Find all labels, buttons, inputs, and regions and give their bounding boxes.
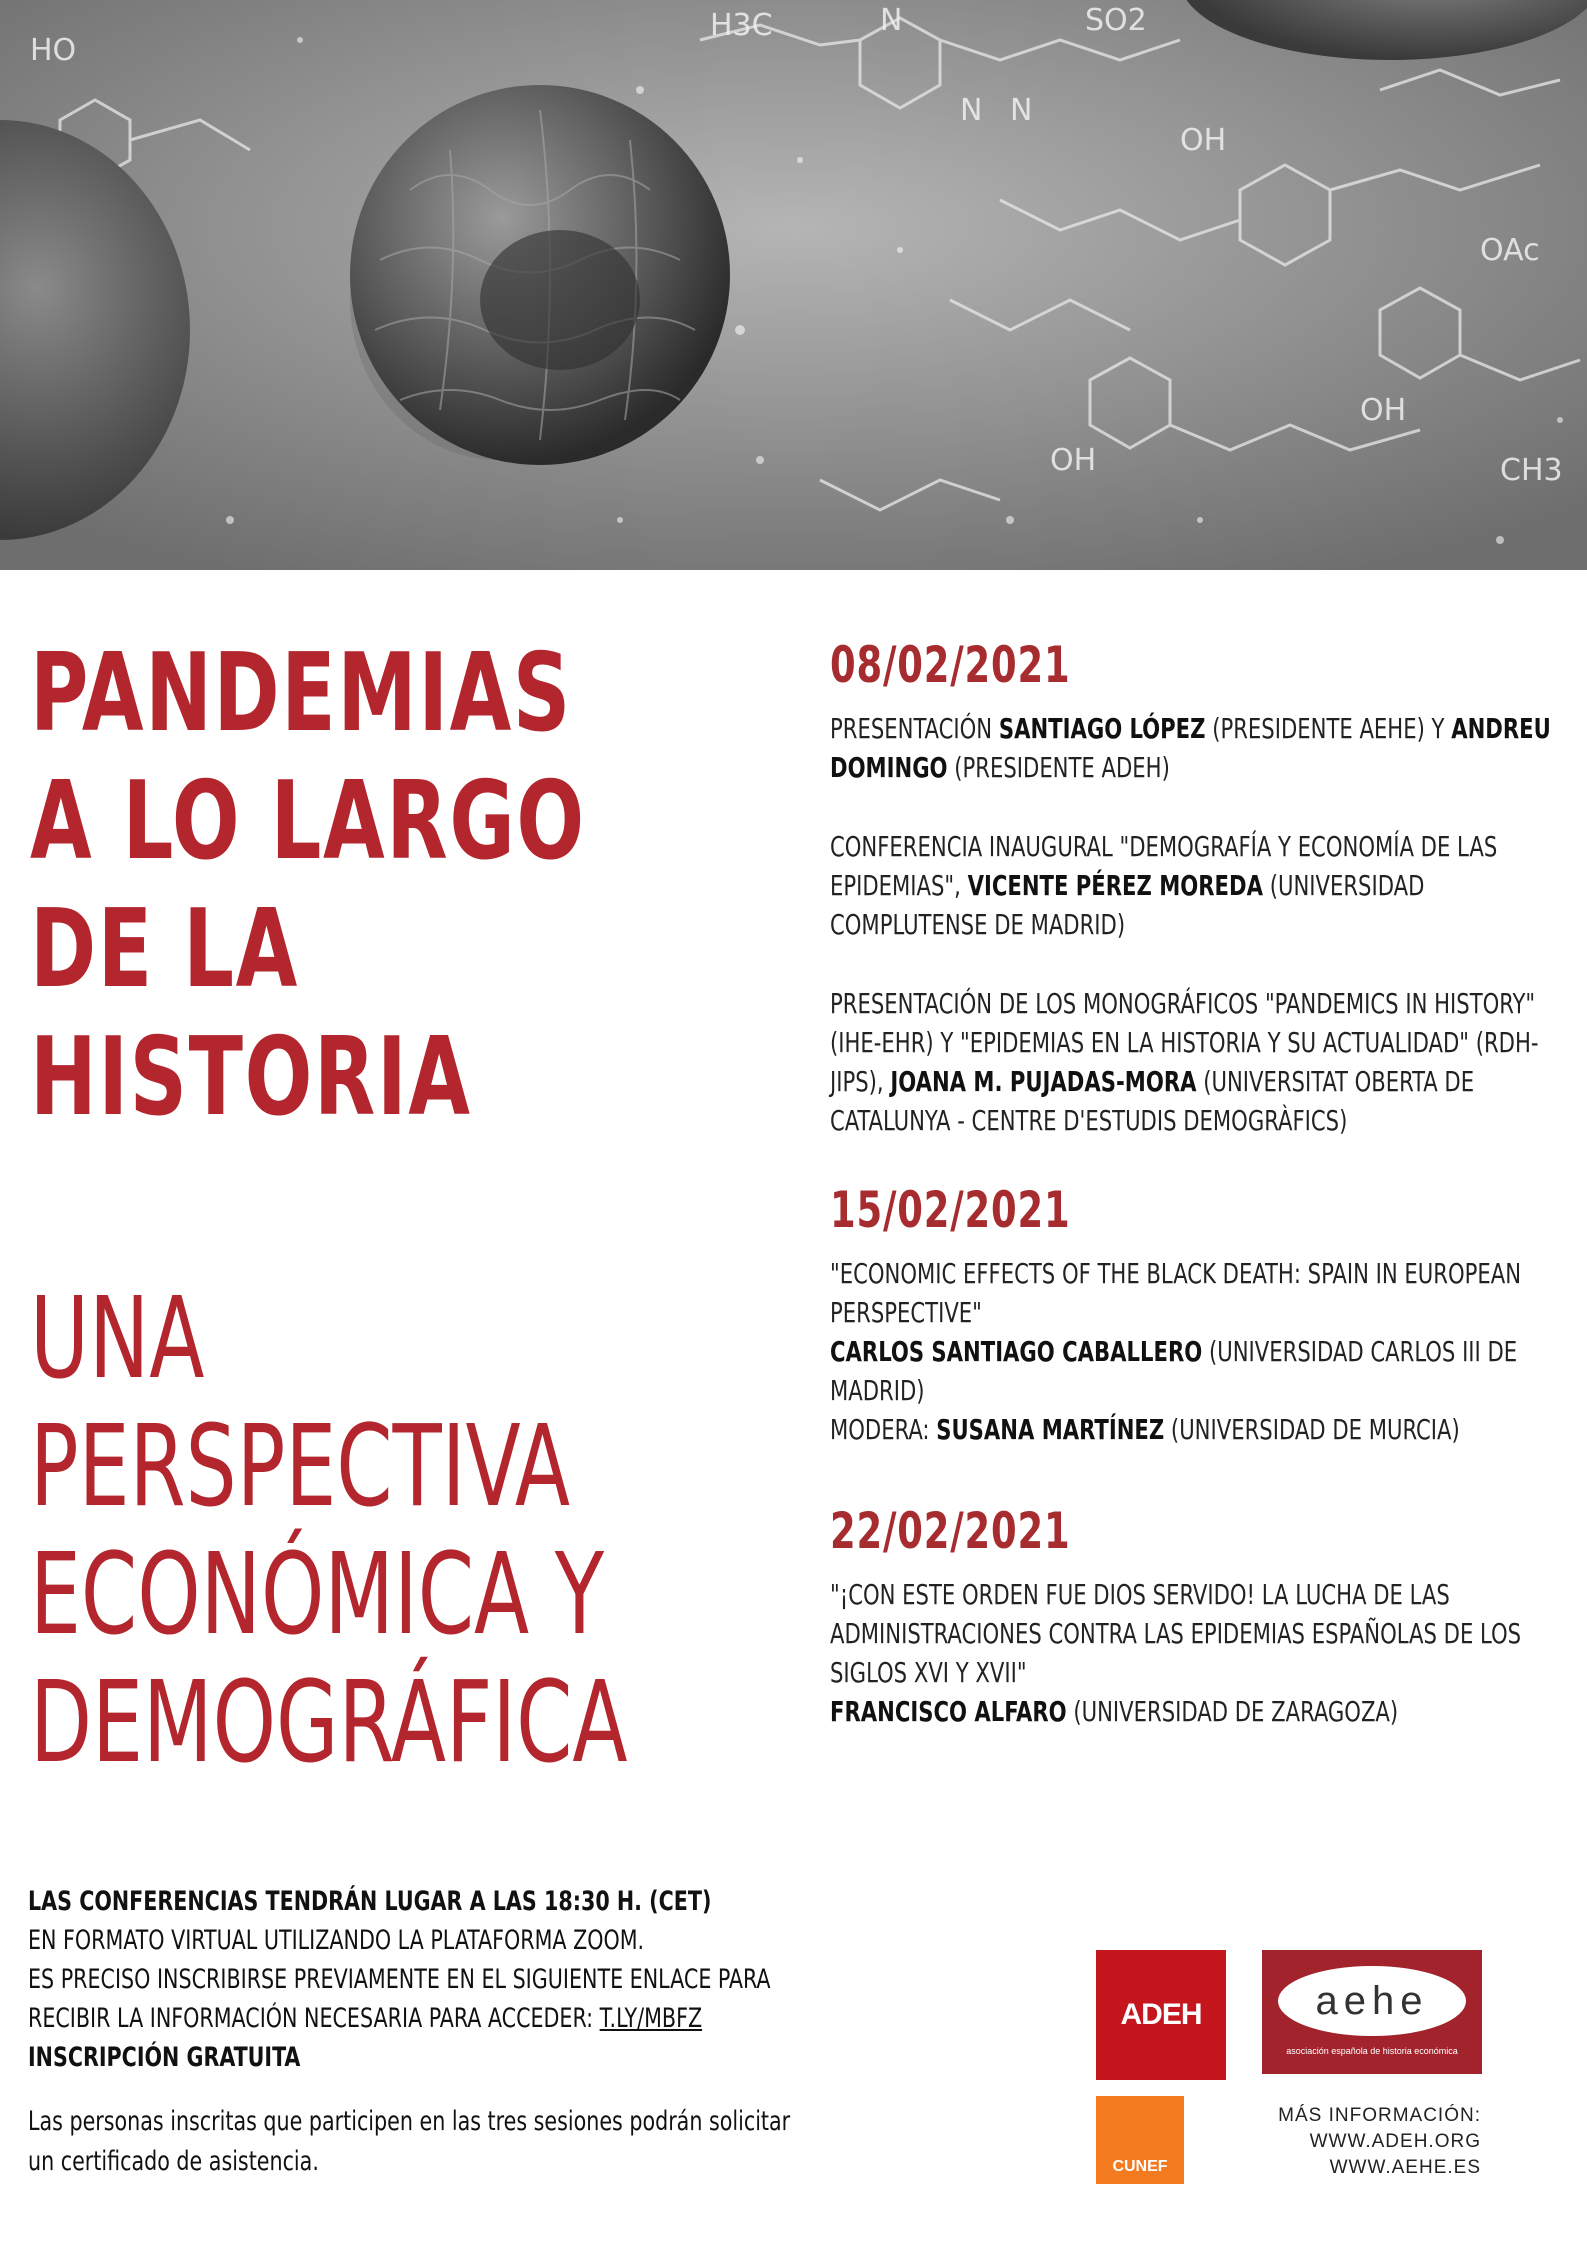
- session: [830, 1501, 1560, 1731]
- more-info: [1221, 2103, 1481, 2181]
- subtitle-line: DEMOGRÁFICA: [30, 1658, 628, 1788]
- speaker-name: SANTIAGO LÓPEZ: [998, 712, 1206, 745]
- speaker-name: CARLOS SANTIAGO CABALLERO: [830, 1335, 1203, 1368]
- speaker-name: FRANCISCO ALFARO: [830, 1695, 1067, 1728]
- title-line: HISTORIA: [30, 1015, 472, 1140]
- title-line: DE LA: [30, 887, 299, 1012]
- subtitle-line: UNA: [30, 1274, 205, 1404]
- session-item: [830, 709, 1561, 787]
- speaker-name: JOANA M. PUJADAS-MORA: [890, 1065, 1197, 1098]
- title-line: PANDEMIAS: [30, 631, 572, 756]
- virus-illustration: [0, 0, 1587, 570]
- certificate-note: Las personas inscritas que participen en las tres sesiones podrán solicitar un certificado de asistencia.: [28, 2106, 791, 2177]
- cunef-logo: CUNEF: [1096, 2096, 1184, 2184]
- subtitle-line: PERSPECTIVA: [30, 1402, 571, 1532]
- session: [830, 635, 1560, 1140]
- session-item: [830, 1254, 1561, 1449]
- session-item: [830, 984, 1561, 1140]
- item-text: (UNIVERSIDAD DE MURCIA): [1164, 1413, 1460, 1446]
- svg-text:OAc: OAc: [1480, 233, 1540, 268]
- svg-text:HO: HO: [30, 33, 77, 68]
- header-image: [0, 0, 1587, 570]
- svg-text:OH: OH: [1050, 443, 1097, 478]
- more-info-url[interactable]: WWW.ADEH.ORG: [1309, 2131, 1481, 2152]
- more-info-label: MÁS INFORMACIÓN:: [1278, 2105, 1481, 2126]
- item-text: (UNIVERSITAT OBERTA DE CATALUNYA - CENTRE D'ESTUDIS DEMOGRÀFICS): [830, 1065, 1475, 1137]
- aehe-logo: aehe asociación española de historia económica: [1262, 1950, 1482, 2074]
- event-subtitle: [30, 1275, 670, 1787]
- registration-link-line: RECIBIR LA INFORMACIÓN NECESARIA PARA ACCEDER: T.LY/MBFZ: [28, 2003, 703, 2034]
- event-info: [28, 1882, 793, 2077]
- svg-text:OH: OH: [1360, 393, 1407, 428]
- svg-text:N: N: [960, 93, 983, 128]
- svg-text:OH: OH: [1180, 123, 1227, 158]
- session-item: [830, 1575, 1561, 1731]
- adeh-logo: ADEH: [1096, 1950, 1226, 2080]
- svg-text:H3C: H3C: [710, 8, 773, 43]
- registration-info: ES PRECISO INSCRIBIRSE PREVIAMENTE EN EL SIGUIENTE ENLACE PARA: [28, 1964, 771, 1995]
- item-text: CONFERENCIA INAUGURAL "DEMOGRAFÍA Y ECONOMÍA DE LAS EPIDEMIAS",: [830, 830, 1498, 902]
- svg-text:CH3: CH3: [1500, 453, 1563, 488]
- item-text: (UNIVERSIDAD CARLOS III DE MADRID): [830, 1335, 1518, 1407]
- svg-text:N: N: [1010, 93, 1033, 128]
- speaker-name: VICENTE PÉREZ MOREDA: [967, 869, 1263, 902]
- more-info-url[interactable]: WWW.AEHE.ES: [1329, 2157, 1481, 2178]
- item-text: MODERA:: [830, 1413, 937, 1446]
- format-info: EN FORMATO VIRTUAL UTILIZANDO LA PLATAFORMA ZOOM.: [28, 1925, 645, 1956]
- session-date: 15/02/2021: [830, 1181, 1071, 1239]
- title-line: A LO LARGO: [30, 759, 586, 884]
- speaker-name: ANDREU DOMINGO: [830, 712, 1551, 784]
- item-text: "¡CON ESTE ORDEN FUE DIOS SERVIDO! LA LUCHA DE LAS ADMINISTRACIONES CONTRA LAS EPIDEMIAS ESPAÑOLAS DE LOS SIGLOS XVI Y XVII": [830, 1578, 1522, 1689]
- svg-text:SO2: SO2: [1085, 3, 1147, 38]
- item-text: (UNIVERSIDAD DE ZARAGOZA): [1066, 1695, 1399, 1728]
- item-text: (PRESIDENTE AEHE) Y: [1205, 712, 1452, 745]
- registration-link[interactable]: T.LY/MBFZ: [599, 2003, 703, 2034]
- session-item: [830, 827, 1561, 944]
- item-text: "ECONOMIC EFFECTS OF THE BLACK DEATH: SPAIN IN EUROPEAN PERSPECTIVE": [830, 1257, 1522, 1329]
- schedule: [830, 635, 1560, 1771]
- item-text: (PRESIDENTE ADEH): [947, 751, 1170, 784]
- session: [830, 1180, 1560, 1449]
- time-info: LAS CONFERENCIAS TENDRÁN LUGAR A LAS 18:30 H. (CET): [28, 1886, 712, 1917]
- event-title: [30, 630, 620, 1142]
- subtitle-line: ECONÓMICA Y: [30, 1530, 604, 1660]
- item-text: (UNIVERSIDAD COMPLUTENSE DE MADRID): [830, 869, 1425, 941]
- speaker-name: SUSANA MARTÍNEZ: [936, 1413, 1165, 1446]
- free-registration: INSCRIPCIÓN GRATUITA: [28, 2042, 301, 2073]
- session-date: 22/02/2021: [830, 1502, 1071, 1560]
- item-text: PRESENTACIÓN: [830, 712, 999, 745]
- session-date: 08/02/2021: [830, 636, 1071, 694]
- svg-text:N: N: [880, 3, 903, 38]
- item-text: PRESENTACIÓN DE LOS MONOGRÁFICOS "PANDEMICS IN HISTORY" (IHE-EHR) Y "EPIDEMIAS EN LA HISTORIA Y SU ACTUALIDAD" (RDH-JIPS),: [830, 987, 1539, 1098]
